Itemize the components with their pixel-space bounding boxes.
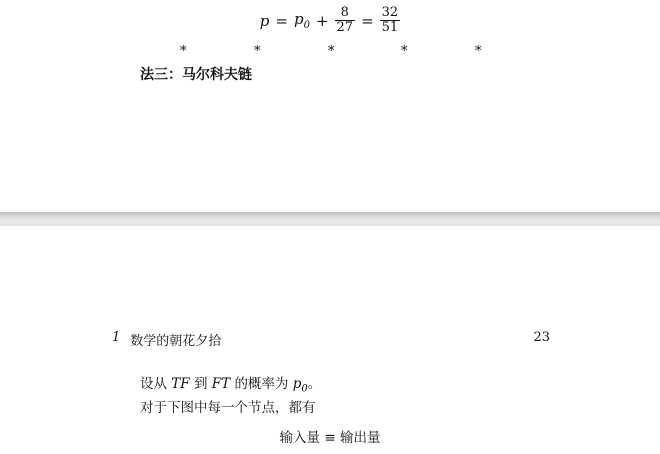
probability-equation <box>0 6 660 35</box>
eq-equals-1: = <box>275 11 288 30</box>
eq-plus: + <box>315 11 329 30</box>
fraction-32-51: $\frac{32}{51}$ <box>381 5 399 35</box>
section-separator <box>0 44 660 60</box>
chapter-title: 数学的朝花夕拾 <box>130 334 222 349</box>
separator-star: * <box>401 44 408 59</box>
method-heading: 法三：马尔科夫链 <box>140 67 252 83</box>
eq-equals-2: = <box>361 11 374 30</box>
paragraph-2: 对于下图中每一个节点，都有 <box>140 400 316 416</box>
separator-star: * <box>254 44 261 59</box>
chapter-number: 1 <box>112 330 121 345</box>
page-bottom <box>0 226 660 454</box>
page-top <box>0 0 660 212</box>
separator-star: * <box>180 44 187 59</box>
eq-p0: $p_0$ <box>293 10 310 31</box>
separator-star: * <box>328 44 335 59</box>
eq-lhs: p <box>259 11 270 30</box>
running-header <box>112 330 550 349</box>
page-number: 23 <box>533 330 550 345</box>
separator-star: * <box>475 44 482 59</box>
fraction-8-27: $\frac{8}{27}$ <box>336 5 354 35</box>
page-gap <box>0 212 660 226</box>
flow-balance-equation: 输入量 ≡ 输出量 <box>279 430 381 446</box>
paragraph-1: 设从 TF 到 FT 的概率为 $p_0$。 <box>140 376 322 395</box>
